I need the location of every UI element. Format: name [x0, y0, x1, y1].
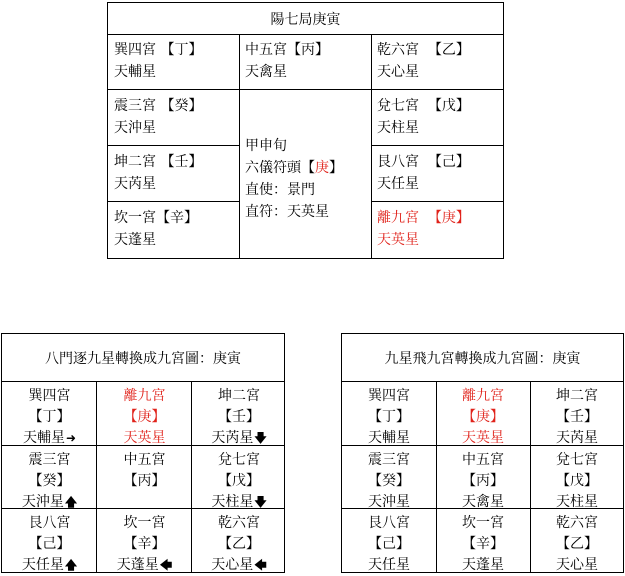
- palace-label: 艮八宮: [28, 515, 71, 531]
- palace-label: 兌七宮: [218, 452, 260, 468]
- cell-xun-si: [114, 39, 202, 83]
- stem-label: 【壬】: [556, 409, 598, 425]
- grid-cell: [436, 513, 530, 576]
- palace-label: 巽四宮: [114, 42, 156, 58]
- star-row: [436, 428, 530, 449]
- stem-label: 【辛】: [156, 210, 198, 226]
- palace-label: 坤二宮: [114, 154, 156, 170]
- direction-arrow-icon: 🡅: [64, 558, 78, 572]
- star-row: [436, 555, 530, 576]
- star-label: 天任星: [368, 557, 410, 573]
- direction-arrow-icon: 🡇: [254, 495, 267, 509]
- palace-label: 坎一宮: [123, 515, 166, 531]
- palace-label: 巽四宮: [368, 388, 410, 404]
- divider: [371, 89, 503, 90]
- star-row: [97, 555, 192, 576]
- star-label: 天輔星: [114, 64, 156, 80]
- star-label: 天沖星: [368, 494, 410, 510]
- star-label: 天柱星: [556, 494, 598, 510]
- palace-label: 中五宮: [245, 42, 287, 58]
- palace-label: 兌七宮: [377, 98, 419, 114]
- grid-cell: [97, 386, 192, 449]
- star-row: [342, 492, 436, 513]
- star-label: 天任星: [21, 557, 64, 573]
- grid-cell: [342, 386, 436, 449]
- grid-cell: [2, 386, 97, 449]
- cell-dui-qi: [377, 95, 470, 139]
- divider: [239, 34, 240, 259]
- star-label: 天禽星: [462, 494, 504, 510]
- divider: [239, 89, 371, 90]
- star-row: [97, 428, 192, 449]
- palace-label: 坤二宮: [218, 388, 260, 404]
- star-row: [2, 428, 97, 449]
- stem-label: 【庚】: [427, 210, 470, 226]
- direction-arrow-icon: 🡇: [254, 431, 267, 445]
- left-grid-title: 八門逐九星轉換成九宮圖：庚寅: [45, 351, 241, 367]
- star-row: [530, 492, 624, 513]
- grid-cell: [436, 450, 530, 513]
- grid-cell: [97, 513, 192, 576]
- stem-label: 【癸】: [28, 473, 71, 489]
- palace-label: 中五宮: [123, 452, 166, 468]
- stem-label: 【己】: [368, 536, 410, 552]
- divider: [371, 145, 503, 146]
- stem-label: 【戊】: [218, 473, 260, 489]
- star-label: 天任星: [377, 176, 419, 192]
- star-row: [2, 555, 97, 576]
- palace-label: 乾六宮: [377, 42, 419, 58]
- grid-cell: [192, 450, 286, 513]
- star-label: 天柱星: [211, 494, 254, 510]
- star-label: 天柱星: [377, 120, 419, 136]
- star-label: 天芮星: [211, 430, 254, 446]
- palace-label: 離九宮: [123, 388, 166, 404]
- right-grid-title: 九星飛九宮轉換成九宮圖：庚寅: [384, 351, 581, 367]
- center-info: [245, 135, 343, 223]
- stem-label: 【乙】: [427, 42, 470, 58]
- stem-label: 【壬】: [218, 409, 260, 425]
- cell-li-jiu: [377, 207, 470, 251]
- star-label: 天心星: [211, 557, 254, 573]
- cell-kan-yi: [114, 207, 198, 251]
- stem-label: 【丁】: [368, 409, 410, 425]
- stem-label: 【庚】: [462, 409, 504, 425]
- stem-label: 【丁】: [160, 42, 203, 58]
- grid-cell: [192, 513, 286, 576]
- stem-label: 【己】: [28, 536, 71, 552]
- star-label: 天蓬星: [116, 557, 159, 573]
- star-row: [342, 555, 436, 576]
- stem-label: 【丙】: [123, 473, 166, 489]
- grid-cell: [192, 386, 286, 449]
- top-diagram: [107, 2, 504, 259]
- grid-cell: [342, 513, 436, 576]
- stem-label: 【丙】: [462, 473, 504, 489]
- divider: [108, 145, 239, 146]
- stem-label: 【庚】: [123, 409, 166, 425]
- stem-label: 【戊】: [556, 473, 598, 489]
- palace-label: 震三宮: [114, 98, 156, 114]
- star-label: 天沖星: [21, 494, 64, 510]
- palace-label: 乾六宮: [556, 515, 598, 531]
- palace-label: 巽四宮: [28, 388, 71, 404]
- grid-cell: [97, 450, 192, 492]
- zhi-fu: 直符：天英星: [245, 204, 329, 220]
- star-label: 天芮星: [114, 176, 156, 192]
- cell-zhen-san: [114, 95, 202, 139]
- cell-kun-er: [114, 151, 202, 195]
- star-row: [530, 428, 624, 449]
- stem-label: 【癸】: [368, 473, 410, 489]
- star-label: 天心星: [377, 64, 419, 80]
- direction-arrow-icon: ➜: [65, 431, 77, 445]
- palace-label: 坎一宮: [462, 515, 504, 531]
- grid-cell: [530, 513, 624, 576]
- star-label: 天英星: [123, 430, 166, 446]
- star-label: 天禽星: [245, 64, 287, 80]
- palace-label: 坎一宮: [114, 210, 156, 226]
- grid-cell: [2, 450, 97, 513]
- palace-label: 中五宮: [462, 452, 504, 468]
- palace-label: 離九宮: [377, 210, 419, 226]
- star-row: [192, 555, 286, 576]
- grid-cell: [436, 386, 530, 449]
- grid-cell: [530, 386, 624, 449]
- divider: [371, 201, 503, 202]
- grid-cell: [2, 513, 97, 576]
- divider: [108, 89, 239, 90]
- left-grid: [1, 333, 285, 573]
- grid-cell: [530, 450, 624, 513]
- direction-arrow-icon: 🡄: [254, 558, 267, 572]
- stem-label: 【壬】: [160, 154, 203, 170]
- palace-label: 離九宮: [462, 388, 504, 404]
- star-label: 天輔星: [368, 430, 410, 446]
- star-row: [192, 492, 286, 513]
- star-label: 天輔星: [22, 430, 65, 446]
- star-label: 天沖星: [114, 120, 156, 136]
- star-label: 天芮星: [556, 430, 598, 446]
- cell-zhong-wu: [245, 39, 329, 83]
- fu-tou: 六儀符頭【庚】: [245, 160, 343, 176]
- stem-label: 【辛】: [123, 536, 166, 552]
- divider: [2, 381, 284, 382]
- direction-arrow-icon: 🡄: [159, 558, 173, 572]
- palace-label: 乾六宮: [218, 515, 260, 531]
- star-label: 天英星: [462, 430, 504, 446]
- divider: [371, 34, 372, 259]
- palace-label: 艮八宮: [368, 515, 410, 531]
- star-row: [192, 428, 286, 449]
- star-row: [342, 428, 436, 449]
- stem-label: 【乙】: [218, 536, 260, 552]
- stem-label: 【丙】: [287, 42, 329, 58]
- xun-head: 甲申旬: [245, 138, 287, 154]
- cell-qian-liu: [377, 39, 470, 83]
- zhi-shi: 直使：景門: [245, 182, 315, 198]
- top-title: 陽七局庚寅: [270, 12, 341, 28]
- palace-label: 兌七宮: [556, 452, 598, 468]
- divider: [108, 34, 503, 35]
- stem-label: 【己】: [427, 154, 470, 170]
- grid-cell: [342, 450, 436, 513]
- stem-label: 【癸】: [160, 98, 203, 114]
- star-label: 天英星: [377, 232, 419, 248]
- star-row: [530, 555, 624, 576]
- star-label: 天心星: [556, 557, 598, 573]
- palace-label: 坤二宮: [556, 388, 598, 404]
- stem-label: 【丁】: [28, 409, 71, 425]
- star-label: 天蓬星: [114, 232, 156, 248]
- divider: [342, 381, 623, 382]
- palace-label: 震三宮: [28, 452, 71, 468]
- stem-label: 【戊】: [427, 98, 470, 114]
- direction-arrow-icon: 🡅: [64, 495, 78, 509]
- star-row: [2, 492, 97, 513]
- right-grid: [341, 333, 624, 573]
- divider: [108, 201, 239, 202]
- star-label: 天蓬星: [462, 557, 504, 573]
- palace-label: 艮八宮: [377, 154, 419, 170]
- stem-label: 【乙】: [556, 536, 598, 552]
- cell-gen-ba: [377, 151, 470, 195]
- palace-label: 震三宮: [368, 452, 410, 468]
- stem-label: 【辛】: [462, 536, 504, 552]
- star-row: [436, 492, 530, 513]
